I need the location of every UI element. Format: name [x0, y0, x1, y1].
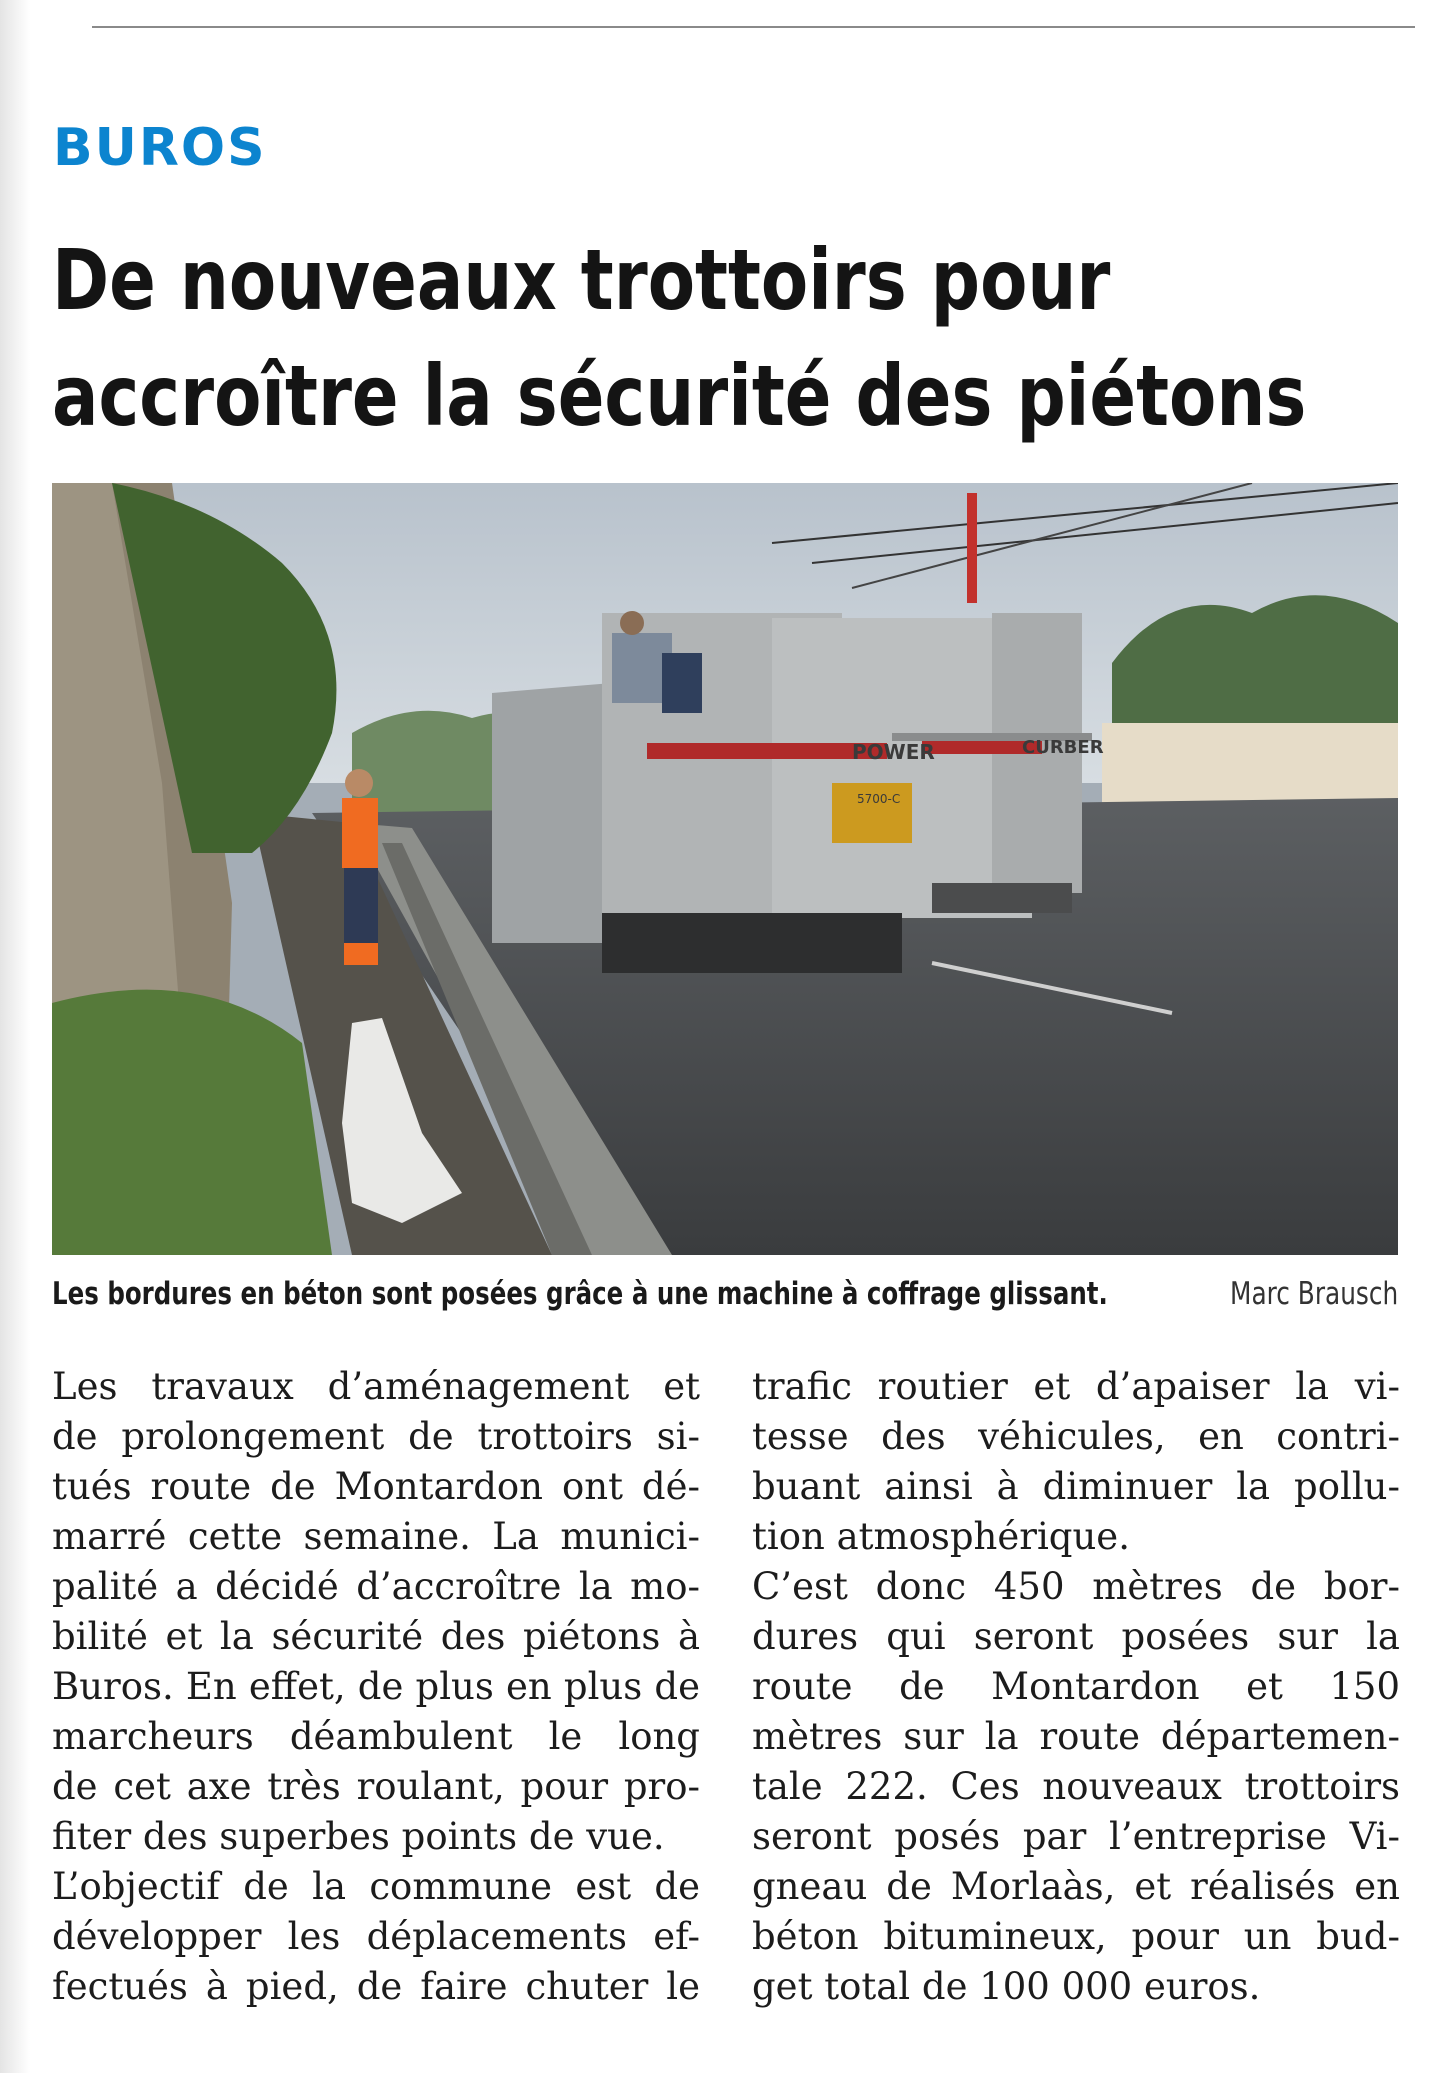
body-line: de cet axe très roulant, pour pro-: [52, 1765, 700, 1808]
photo-caption: [52, 1272, 1398, 1316]
body-line: mètres sur la route départemen-: [752, 1715, 1400, 1758]
machine-model: 5700-C: [857, 792, 901, 806]
photo-credit: Marc Brausch: [1229, 1276, 1398, 1312]
body-line: fectués à pied, de faire chuter le: [52, 1965, 700, 2008]
section-kicker: BUROS: [53, 118, 267, 178]
body-line: route de Montardon et 150: [752, 1665, 1400, 1708]
body-line: palité a décidé d’accroître la mo-: [52, 1565, 700, 1608]
body-line: de prolongement de trottoirs si-: [52, 1415, 700, 1458]
article-photo: [52, 483, 1398, 1255]
body-line: marré cette semaine. La munici-: [52, 1515, 700, 1558]
body-line: béton bitumineux, pour un bud-: [752, 1915, 1400, 1958]
body-line: get total de 100 000 euros.: [752, 1965, 1261, 2008]
body-line: L’objectif de la commune est de: [52, 1865, 700, 1908]
body-line: Les travaux d’aménagement et: [52, 1365, 700, 1408]
headline-line: accroître la sécurité des piétons: [52, 347, 1307, 445]
body-line: gneau de Morlaàs, et réalisés en: [752, 1865, 1400, 1908]
body-line: Buros. En effet, de plus en plus de: [52, 1665, 700, 1708]
body-line: buant ainsi à diminuer la pollu-: [752, 1465, 1400, 1508]
body-column-left: [52, 1362, 700, 2012]
body-line: tale 222. Ces nouveaux trottoirs: [752, 1765, 1400, 1808]
headline: [52, 222, 1307, 454]
body-line: fiter des superbes points de vue.: [52, 1815, 665, 1858]
body-line: marcheurs déambulent le long: [52, 1715, 700, 1758]
page-edge-shadow: [0, 0, 30, 2073]
body-line: trafic routier et d’apaiser la vi-: [752, 1365, 1400, 1408]
body-line: tués route de Montardon ont dé-: [52, 1465, 700, 1508]
body-line: seront posés par l’entreprise Vi-: [752, 1815, 1400, 1858]
machine-label-left: POWER: [852, 740, 935, 764]
body-line: C’est donc 450 mètres de bor-: [752, 1565, 1400, 1608]
machine-label-right: CURBER: [1022, 737, 1104, 758]
top-rule: [92, 26, 1415, 28]
body-line: tion atmosphérique.: [752, 1515, 1130, 1558]
caption-text: Les bordures en béton sont posées grâce à une machine à coffrage glissant.: [52, 1276, 1108, 1312]
body-line: développer les déplacements ef-: [52, 1915, 700, 1958]
headline-line: De nouveaux trottoirs pour: [52, 231, 1111, 329]
body-line: tesse des véhicules, en contri-: [752, 1415, 1400, 1458]
body-line: bilité et la sécurité des piétons à: [52, 1615, 700, 1658]
body-column-right: [752, 1362, 1400, 2012]
body-line: dures qui seront posées sur la: [752, 1615, 1400, 1658]
